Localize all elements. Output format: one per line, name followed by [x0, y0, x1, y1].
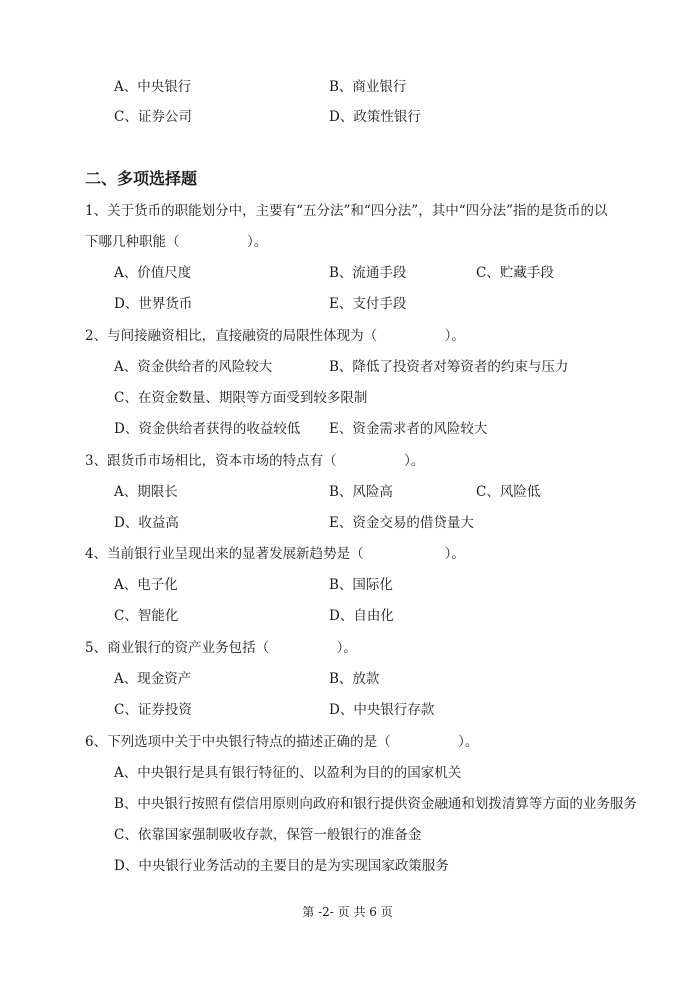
question-1-stem: 1、关于货币的职能划分中，主要有“五分法”和“四分法”，其中“四分法”指的是货币的以 — [85, 203, 608, 219]
section-title: 二、多项选择题 — [85, 169, 198, 188]
option-b: B、商业银行 — [329, 79, 407, 95]
question-4-option-d: D、自由化 — [329, 608, 394, 624]
question-2-option-e: E、资金需求者的风险较大 — [329, 421, 488, 437]
question-4-stem: 4、当前银行业呈现出来的显著发展新趋势是（ ）。 — [85, 546, 465, 562]
question-6-option-d: D、中央银行业务活动的主要目的是为实现国家政策服务 — [114, 858, 449, 874]
question-1-option-d: D、世界货币 — [114, 296, 193, 312]
question-3-option-c: C、风险低 — [476, 484, 541, 500]
question-1-option-b: B、流通手段 — [329, 265, 407, 281]
page-footer: 第 -2- 页 共 6 页 — [302, 905, 393, 919]
question-4-option-a: A、电子化 — [114, 577, 178, 593]
question-2-option-c: C、在资金数量、期限等方面受到较多限制 — [114, 390, 368, 406]
question-6-option-b: B、中央银行按照有偿信用原则向政府和银行提供资金融通和划拨清算等方面的业务服务 — [114, 796, 637, 812]
question-5-option-d: D、中央银行存款 — [329, 702, 435, 718]
option-c: C、证券公司 — [114, 109, 192, 125]
question-5-option-c: C、证券投资 — [114, 702, 192, 718]
question-6-option-a: A、中央银行是具有银行特征的、以盈利为目的的国家机关 — [114, 765, 462, 781]
question-1-stem-cont: 下哪几种职能（ ）。 — [85, 234, 268, 250]
question-2-option-a: A、资金供给者的风险较大 — [114, 359, 273, 375]
question-1-option-a: A、价值尺度 — [114, 265, 192, 281]
question-3-stem: 3、跟货币市场相比，资本市场的特点有（ ）。 — [85, 453, 425, 469]
question-3-option-d: D、收益高 — [114, 515, 179, 531]
question-2-stem: 2、与间接融资相比，直接融资的局限性体现为（ ）。 — [85, 328, 465, 344]
question-4-option-b: B、国际化 — [329, 577, 393, 593]
question-5-option-b: B、放款 — [329, 671, 380, 687]
option-d: D、政策性银行 — [329, 109, 421, 125]
question-6-stem: 6、下列选项中关于中央银行特点的描述正确的是（ ）。 — [85, 734, 479, 750]
question-4-option-c: C、智能化 — [114, 608, 179, 624]
question-3-option-a: A、期限长 — [114, 484, 178, 500]
question-3-option-e: E、资金交易的借贷量大 — [329, 515, 474, 531]
question-2-option-b: B、降低了投资者对筹资者的约束与压力 — [329, 359, 569, 375]
question-1-option-c: C、贮藏手段 — [476, 265, 554, 281]
question-5-stem: 5、商业银行的资产业务包括（ ）。 — [85, 640, 357, 656]
question-5-option-a: A、现金资产 — [114, 671, 192, 687]
question-1-option-e: E、支付手段 — [329, 296, 407, 312]
question-3-option-b: B、风险高 — [329, 484, 393, 500]
question-6-option-c: C、依靠国家强制吸收存款，保管一般银行的准备金 — [114, 827, 422, 843]
question-2-option-d: D、资金供给者获得的收益较低 — [114, 421, 301, 437]
option-a: A、中央银行 — [114, 79, 192, 95]
